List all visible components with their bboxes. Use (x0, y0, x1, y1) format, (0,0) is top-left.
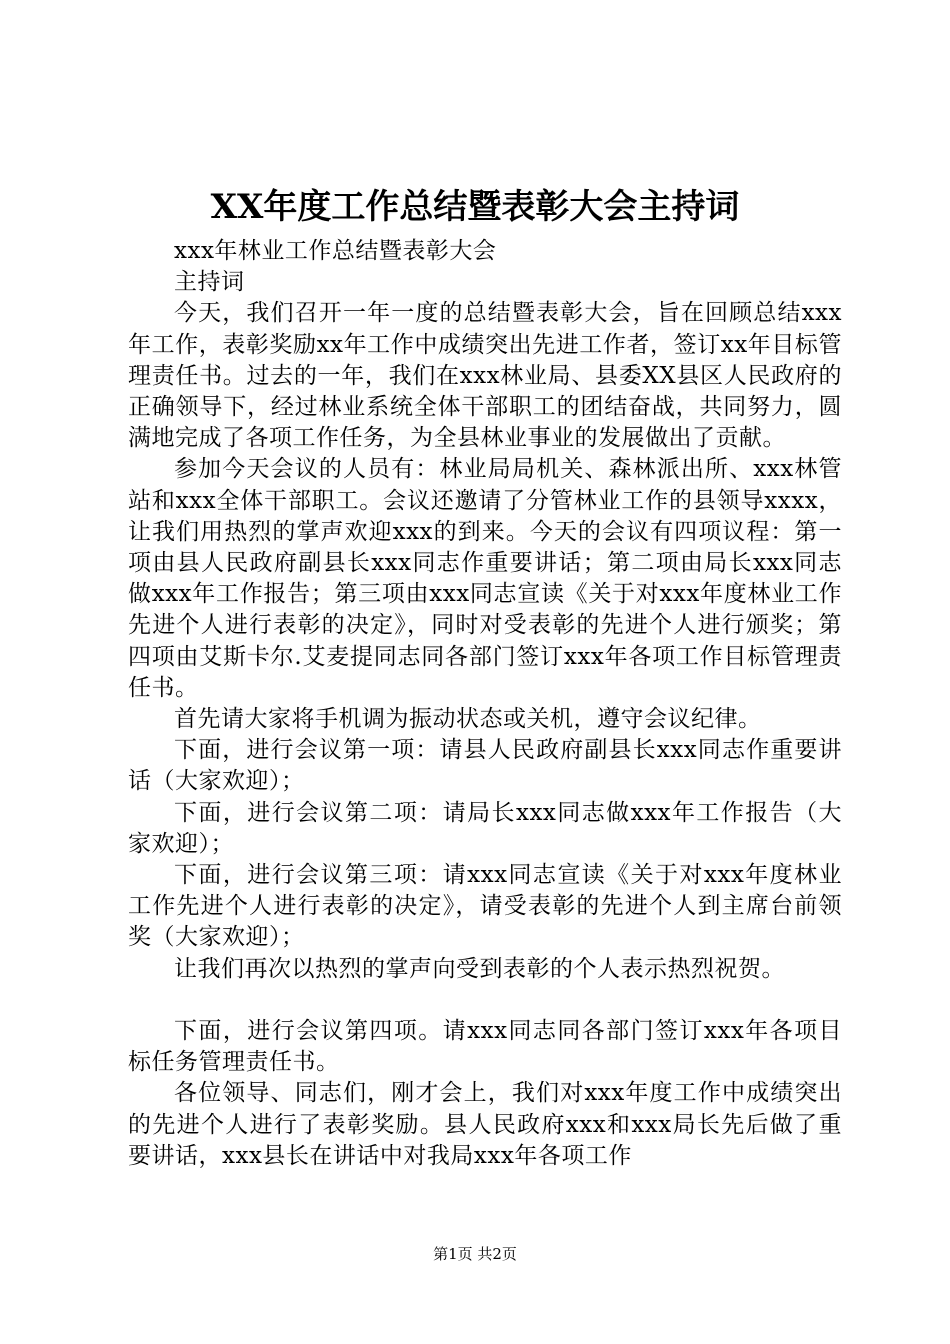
paragraph-subheading: 主持词 (174, 269, 245, 296)
paragraph-summary: 各位领导、同志们，刚才会上，我们对xxx年度工作中成绩突出的先进个人进行了表彰奖励。县人民政府xxx和xxx局长先后做了重要讲话，xxx县长在讲话中对我局xxx年各项工作 (128, 1080, 842, 1169)
document-body (128, 236, 842, 1172)
paragraph-item-four: 下面，进行会议第四项。请xxx同志同各部门签订xxx年各项目标任务管理责任书。 (128, 1018, 842, 1076)
paragraph-item-one: 下面，进行会议第一项：请县人民政府副县长xxx同志作重要讲话（大家欢迎）； (128, 737, 842, 795)
page-footer: 第1页 共2页 (433, 1245, 517, 1263)
paragraph-opening: 今天，我们召开一年一度的总结暨表彰大会，旨在回顾总结xxx年工作，表彰奖励xx年工作中成绩突出先进工作者，签订xx年目标管理责任书。过去的一年，我们在xxx林业局、县委XX县区人民政府的正确领导下，经过林业系统全体干部职工的团结奋战，共同努力，圆满地完成了各项工作任务，为全县林业事业的发展做出了贡献。 (128, 300, 842, 452)
paragraph-congratulations: 让我们再次以热烈的掌声向受到表彰的个人表示热烈祝贺。 (174, 955, 785, 982)
paragraph-item-three: 下面，进行会议第三项：请xxx同志宣读《关于对xxx年度林业工作先进个人进行表彰的决定》，请受表彰的先进个人到主席台前领奖（大家欢迎）； (128, 862, 842, 951)
paragraph-heading-line: xxx年林业工作总结暨表彰大会 (174, 238, 497, 264)
paragraph-item-two: 下面，进行会议第二项：请局长xxx同志做xxx年工作报告（大家欢迎）； (128, 799, 842, 857)
paragraph-discipline: 首先请大家将手机调为振动状态或关机，遵守会议纪律。 (174, 706, 762, 733)
paragraph-blank (128, 985, 842, 1016)
paragraph-attendees-agenda: 参加今天会议的人员有：林业局局机关、森林派出所、xxx林管站和xxx全体干部职工。会议还邀请了分管林业工作的县领导xxxx，让我们用热烈的掌声欢迎xxx的到来。今天的会议有四项议程：第一项由县人民政府副县长xxx同志作重要讲话；第二项由局长xxx同志做xxx年工作报告；第三项由xxx同志宣读《关于对xxx年度林业工作先进个人进行表彰的决定》，同时对受表彰的先进个人进行颁奖；第四项由艾斯卡尔.艾麦提同志同各部门签订xxx年各项工作目标管理责任书。 (128, 456, 842, 701)
document-title: XX年度工作总结暨表彰大会主持词 (210, 187, 740, 227)
